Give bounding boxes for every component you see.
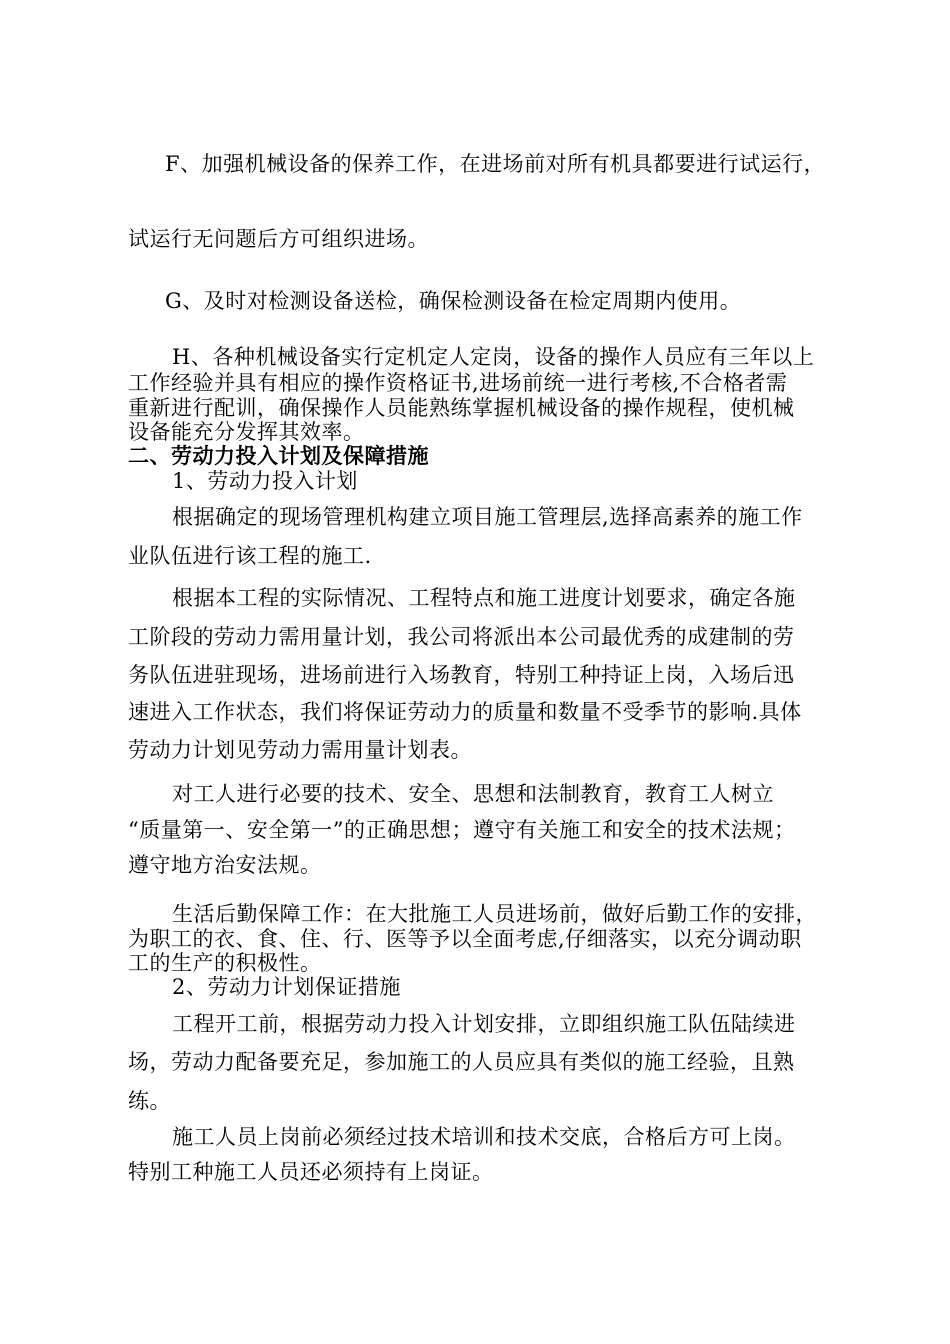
paragraph-line: 练。 xyxy=(128,1089,171,1113)
paragraph-line: 场，劳动力配备要充足，参加施工的人员应具有类似的施工经验，且熟 xyxy=(128,1050,795,1074)
paragraph-line: 重新进行配训，确保操作人员能熟练掌握机械设备的操作规程，使机械 xyxy=(128,396,795,420)
paragraph-line: 工作经验并具有相应的操作资格证书,进场前统一进行考核,不合格者需 xyxy=(128,371,788,395)
paragraph-line: 特别工种施工人员还必须持有上岗证。 xyxy=(128,1160,494,1184)
paragraph-line: 业队伍进行该工程的施工. xyxy=(128,544,372,568)
paragraph-line: 对工人进行必要的技术、安全、思想和法制教育，教育工人树立 xyxy=(172,782,774,806)
paragraph-line: H、各种机械设备实行定机定人定岗，设备的操作人员应有三年以上 xyxy=(172,345,815,369)
paragraph-line: 速进入工作状态，我们将保证劳动力的质量和数量不受季节的影响.具体 xyxy=(128,700,802,724)
paragraph-line: 根据本工程的实际情况、工程特点和施工进度计划要求，确定各施 xyxy=(172,586,796,610)
paragraph-line: 为职工的衣、食、住、行、医等予以全面考虑,仔细落实，以充分调动职 xyxy=(128,927,802,951)
paragraph-line: 工的生产的积极性。 xyxy=(128,951,322,975)
paragraph-line: G、及时对检测设备送检，确保检测设备在检定周期内使用。 xyxy=(165,289,742,313)
paragraph-line: 施工人员上岗前必须经过技术培训和技术交底，合格后方可上岗。 xyxy=(172,1125,796,1149)
section-heading: 二、劳动力投入计划及保障措施 xyxy=(128,443,429,468)
paragraph-line: 遵守地方治安法规。 xyxy=(128,853,322,877)
paragraph-line: 工程开工前，根据劳动力投入计划安排，立即组织施工队伍陆续进 xyxy=(172,1012,796,1036)
paragraph-line: 根据确定的现场管理机构建立项目施工管理层,选择高素养的施工作 xyxy=(172,505,803,529)
paragraph-line: 生活后勤保障工作：在大批施工人员进场前，做好后勤工作的安排， xyxy=(172,902,817,926)
paragraph-line: 设备能充分发挥其效率。 xyxy=(128,420,365,444)
paragraph-line: 试运行无问题后方可组织进场。 xyxy=(128,227,429,251)
subsection-heading: 2、劳动力计划保证措施 xyxy=(172,975,401,999)
paragraph-line: 劳动力计划见劳动力需用量计划表。 xyxy=(128,738,472,762)
paragraph-line: “质量第一、安全第一”的正确思想；遵守有关施工和安全的技术法规； xyxy=(128,818,796,842)
paragraph-line: 务队伍进驻现场，进场前进行入场教育，特别工种持证上岗，入场后迅 xyxy=(128,663,795,687)
paragraph-line: 工阶段的劳动力需用量计划，我公司将派出本公司最优秀的成建制的劳 xyxy=(128,625,795,649)
subsection-heading: 1、劳动力投入计划 xyxy=(172,469,358,493)
paragraph-line: F、加强机械设备的保养工作，在进场前对所有机具都要进行试运行， xyxy=(165,152,826,176)
